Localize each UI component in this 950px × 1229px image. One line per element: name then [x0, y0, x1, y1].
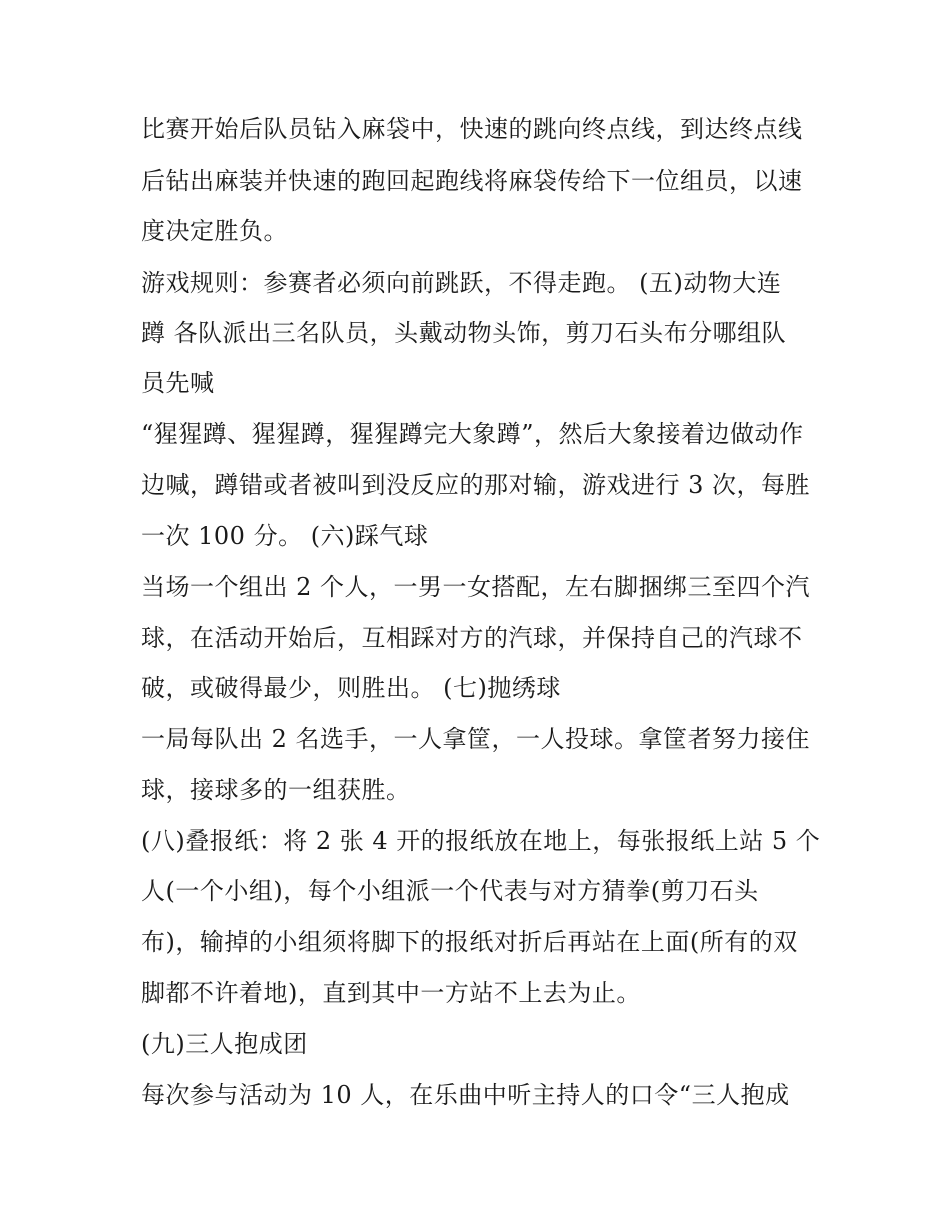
text-line: 布)，输掉的小组须将脚下的报纸对折后再站在上面(所有的双 [141, 928, 798, 956]
text-line: “猩猩蹲、猩猩蹲，猩猩蹲完大象蹲”，然后大象接着边做动作 [141, 420, 804, 448]
text-line: 员先喊 [141, 369, 215, 397]
text-line: (九)三人抱成团 [141, 1030, 308, 1058]
text-line: 后钻出麻装并快速的跑回起跑线将麻袋传给下一位组员，以速 [141, 167, 803, 195]
text-line: 每次参与活动为 10 人，在乐曲中听主持人的口令“三人抱成 [141, 1081, 790, 1109]
text-line: 比赛开始后队员钻入麻袋中，快速的跳向终点线，到达终点线 [141, 115, 803, 143]
text-line: 人(一个小组)，每个小组派一个代表与对方猜拳(剪刀石头 [141, 877, 759, 905]
text-line: 蹲 各队派出三名队员，头戴动物头饰，剪刀石头布分哪组队 [141, 319, 787, 347]
text-line: 当场一个组出 2 个人，一男一女搭配，左右脚捆绑三至四个汽 [141, 573, 811, 601]
text-line: 球，接球多的一组获胜。 [141, 776, 411, 804]
text-line: 一次 100 分。 (六)踩气球 [141, 522, 429, 550]
text-line: 边喊，蹲错或者被叫到没反应的那对输，游戏进行 3 次，每胜 [141, 471, 811, 499]
text-line: 一局每队出 2 名选手，一人拿筐，一人投球。拿筐者努力接住 [141, 725, 811, 753]
text-line: 破，或破得最少，则胜出。 (七)抛绣球 [141, 674, 561, 702]
text-line: 球，在活动开始后，互相踩对方的汽球，并保持自己的汽球不 [141, 624, 803, 652]
text-line: 脚都不许着地)，直到其中一方站不上去为止。 [141, 979, 641, 1007]
text-line: 度决定胜负。 [141, 217, 288, 245]
text-line: (八)叠报纸：将 2 张 4 开的报纸放在地上，每张报纸上站 5 个 [141, 827, 821, 855]
text-line: 游戏规则：参赛者必须向前跳跃，不得走跑。 (五)动物大连 [141, 269, 782, 297]
